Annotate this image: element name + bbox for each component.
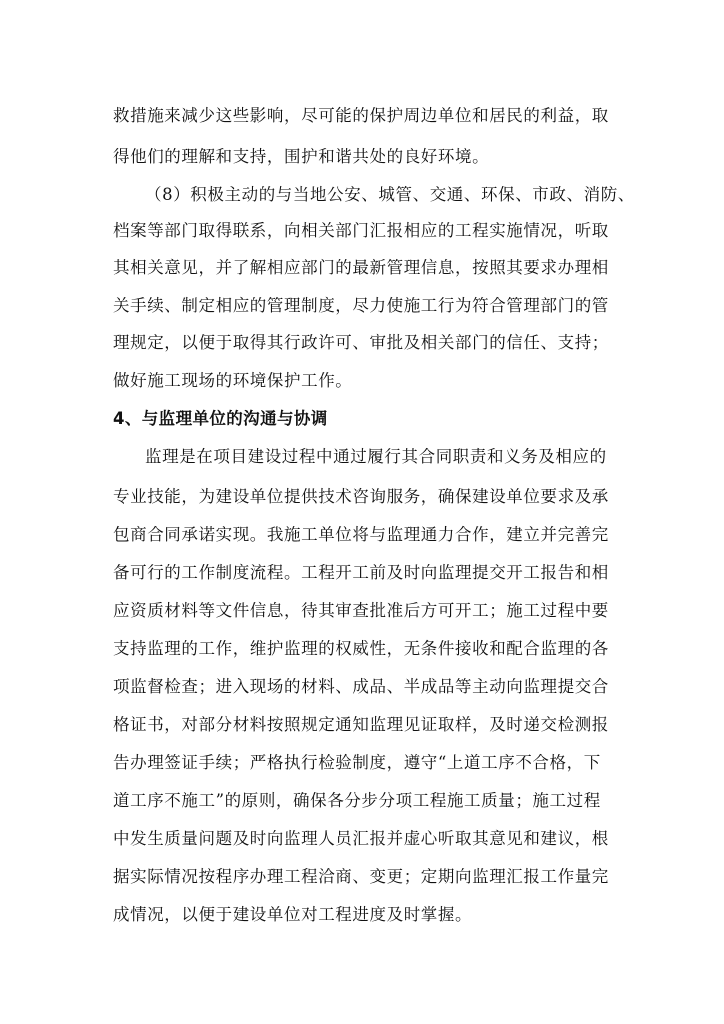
paragraph-3-line-3: 包商合同承诺实现。我施工单位将与监理通力合作，建立并完善完 [113, 525, 609, 544]
paragraph-3-line-6: 支持监理的工作，维护监理的权威性，无条件接收和配合监理的各 [113, 639, 609, 658]
paragraph-2-line-6: 做好施工现场的环境保护工作。 [113, 371, 353, 390]
paragraph-2-line-5: 理规定，以便于取得其行政许可、审批及相关部门的信任、支持； [113, 333, 609, 352]
paragraph-3-line-5: 应资质材料等文件信息，待其审查批准后方可开工；施工过程中要 [113, 601, 609, 620]
paragraph-3-line-13: 成情况，以便于建设单位对工程进度及时掌握。 [113, 905, 473, 924]
paragraph-2-line-4: 关手续、制定相应的管理制度，尽力使施工行为符合管理部门的管 [113, 296, 609, 315]
paragraph-1-line-2: 得他们的理解和支持，围护和谐共处的良好环境。 [113, 147, 490, 166]
paragraph-2-line-2: 档案等部门取得联系，向相关部门汇报相应的工程实施情况，听取 [113, 221, 609, 240]
paragraph-3-line-12: 据实际情况按程序办理工程洽商、变更；定期向监理汇报工作量完 [113, 867, 609, 886]
paragraph-3-line-9: 告办理签证手续；严格执行检验制度，遵守“上道工序不合格，下 [113, 753, 601, 772]
paragraph-3-line-2: 专业技能，为建设单位提供技术咨询服务，确保建设单位要求及承 [113, 487, 609, 506]
paragraph-3-line-11: 中发生质量问题及时向监理人员汇报并虚心听取其意见和建议，根 [113, 829, 609, 848]
paragraph-2-line-3: 其相关意见，并了解相应部门的最新管理信息，按照其要求办理相 [113, 258, 609, 277]
paragraph-1-line-1: 救措施来减少这些影响，尽可能的保护周边单位和居民的利益，取 [113, 106, 609, 125]
paragraph-3-line-8: 格证书，对部分材料按照规定通知监理见证取样，及时递交检测报 [113, 715, 609, 734]
paragraph-2-line-1: （8）积极主动的与当地公安、城管、交通、环保、市政、消防、 [145, 185, 635, 204]
section-heading: 4、与监理单位的沟通与协调 [113, 409, 328, 428]
paragraph-3-line-4: 备可行的工作制度流程。工程开工前及时向监理提交开工报告和相 [113, 563, 609, 582]
paragraph-3-line-1: 监理是在项目建设过程中通过履行其合同职责和义务及相应的 [145, 447, 607, 466]
paragraph-3-line-10: 道工序不施工”的原则，确保各分步分项工程施工质量；施工过程 [113, 791, 601, 810]
paragraph-3-line-7: 项监督检查；进入现场的材料、成品、半成品等主动向监理提交合 [113, 677, 609, 696]
